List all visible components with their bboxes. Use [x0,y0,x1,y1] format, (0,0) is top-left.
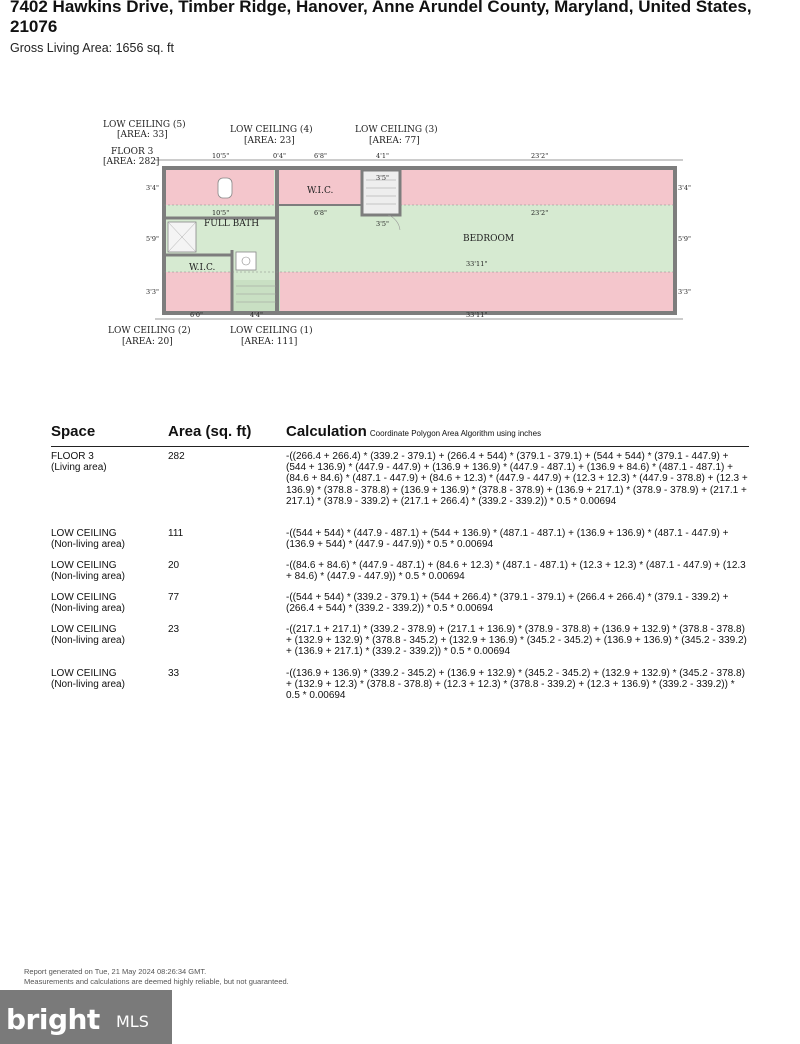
area-value: 33 [168,668,180,679]
dim-side-right-2: 5'9" [678,235,692,243]
space-name: LOW CEILING [51,528,117,539]
dim-bottom-2: 4'4" [250,311,264,319]
header-space: Space [51,423,96,440]
dim-side-left-2: 5'9" [146,235,160,243]
logo-brand: bright [6,1003,100,1036]
low-ceiling-1-fill [279,272,675,313]
gross-living-area: Gross Living Area: 1656 sq. ft [10,41,174,55]
table-row [51,668,749,712]
dim-side-right-3: 3'3" [678,288,692,296]
calculation-text: -((136.9 + 136.9) * (339.2 - 345.2) + (136.9 + 132.9) * (345.2 - 345.2) + (132.9 + 132.9) * (345.2 - 378.8) + (132.9 + 12.3) * (378.8 - 378.8) + (12.3 + 12.3) * (378.8 - 339.2) + (12.3 + 136.9) * (339.2 - 339.2)) * 0.5 * 0.00694 [286,668,745,702]
table-row [51,560,749,592]
calculation-text: -((84.6 + 84.6) * (447.9 - 487.1) + (84.6 + 12.3) * (487.1 - 487.1) + (12.3 + 12.3) * (487.1 - 447.9) + (12.3 + 84.6) * (447.9 - 447.9)) * 0.5 * 0.00694 [286,560,746,583]
label-low-ceiling-2: LOW CEILING (2) [108,326,191,336]
dim-mid-1: 10'5" [212,209,230,217]
header-calculation: Calculation Coordinate Polygon Area Algorithm using inches [286,423,542,440]
property-address: 7402 Hawkins Drive, Timber Ridge, Hanover, Anne Arundel County, Maryland, United States, 21076 [10,0,752,36]
label-low-ceiling-1-area: [AREA: 111] [241,337,298,347]
calculation-text: -((544 + 544) * (339.2 - 379.1) + (544 + 266.4) * (379.1 - 379.1) + (266.4 + 266.4) * (379.1 - 339.2) + (266.4 + 544) * (339.2 - 339.2)) * 0.5 * 0.00694 [286,592,729,615]
area-table [51,420,749,712]
table-row [51,624,749,668]
space-type: (Non-living area) [51,571,125,583]
label-low-ceiling-3: LOW CEILING (3) [355,125,438,135]
space-type: (Non-living area) [51,539,125,551]
calculation-text: -((266.4 + 266.4) * (339.2 - 379.1) + (266.4 + 544) * (379.1 - 379.1) + (544 + 544) * (379.1 - 447.9) + (544 + 136.9) * (447.9 - 447.9) + (136.9 + 136.9) * (447.9 - 487.1) + (136.9 + 84.6) * (487.1 - 487.1) + (84.6 + 84.6) * (487.1 - 447.9) + (84.6 + 12.3) * (447.9 - 447.9) + (12.3 + 12.3) * (447.9 - 378.8) + (12.3 + 136.9) * (378.8 - 378.8) + (136.9 + 136.9) * (378.8 - 378.9) + (136.9 + 217.1) * (378.9 - 378.9) + (217.1 + 217.1) * (378.9 - 339.2) + (217.1 + 266.4) * (339.2 - 339.2)) * 0.5 * 0.00694 [286,451,748,507]
room-wic-1: W.I.C. [189,263,216,273]
calculation-text: -((217.1 + 217.1) * (339.2 - 378.9) + (217.1 + 136.9) * (378.9 - 378.8) + (136.9 + 132.9) * (378.8 - 378.8) + (132.9 + 132.9) * (378.8 - 345.2) + (132.9 + 136.9) * (345.2 - 345.2) + (136.9 + 136.9) * (345.2 - 339.2) + (136.9 + 217.1) * (339.2 - 339.2)) * 0.5 * 0.00694 [286,624,747,658]
label-floor-3: FLOOR 3 [111,147,154,157]
low-ceiling-2-fill [164,272,232,313]
space-type: (Non-living area) [51,679,125,691]
header-area: Area (sq. ft) [168,423,252,440]
space-type: (Living area) [51,462,107,474]
dim-side-left-3: 3'3" [146,288,160,296]
label-low-ceiling-3-area: [AREA: 77] [369,136,420,146]
dim-mid-4: 33'11" [466,260,488,268]
space-name: LOW CEILING [51,668,117,679]
dim-bottom-3: 33'11" [466,311,488,319]
table-header [51,420,749,447]
floor-plan-drawing [0,110,800,350]
label-low-ceiling-4-area: [AREA: 23] [244,136,295,146]
room-bedroom: BEDROOM [463,234,515,244]
dim-top-1: 10'5" [212,152,230,160]
low-ceiling-3-fill [400,168,675,205]
calculation-text: -((544 + 544) * (447.9 - 487.1) + (544 + 136.9) * (487.1 - 487.1) + (136.9 + 136.9) * (487.1 - 447.9) + (136.9 + 544) * (447.9 - 447.9)) * 0.5 * 0.00694 [286,528,729,551]
table-row [51,528,749,560]
table-row [51,592,749,624]
area-value: 282 [168,451,185,462]
table-row [51,451,749,528]
space-type: (Non-living area) [51,603,125,615]
dim-side-left-1: 3'4" [146,184,160,192]
dim-bottom-1: 6'0" [190,311,204,319]
dim-top-3: 6'8" [314,152,328,160]
area-value: 77 [168,592,180,603]
dim-top-4: 4'1" [376,152,390,160]
space-name: LOW CEILING [51,624,117,635]
label-low-ceiling-5-area: [AREA: 33] [117,130,168,140]
label-low-ceiling-2-area: [AREA: 20] [122,337,173,347]
logo-suffix: MLS [116,1012,149,1031]
toilet-icon [218,178,232,198]
dim-mid-3: 23'2" [531,209,549,217]
dim-stair-2: 3'5" [376,220,390,228]
sink-icon [236,252,256,270]
stair-landing-fill [232,280,280,313]
label-low-ceiling-5: LOW CEILING (5) [103,120,186,130]
dim-mid-2: 6'8" [314,209,328,217]
dim-top-2: 0'4" [273,152,287,160]
label-low-ceiling-1: LOW CEILING (1) [230,326,313,336]
dim-side-right-1: 3'4" [678,184,692,192]
area-value: 23 [168,624,180,635]
room-full-bath: FULL BATH [204,219,260,229]
disclaimer: Measurements and calculations are deemed highly reliable, but not guaranteed. [24,977,289,986]
space-name: LOW CEILING [51,592,117,603]
report-generated: Report generated on Tue, 21 May 2024 08:26:34 GMT. [24,967,207,976]
calculation-note: Coordinate Polygon Area Algorithm using inches [369,429,542,438]
report-footer [24,967,289,987]
dim-top-5: 23'2" [531,152,549,160]
label-low-ceiling-4: LOW CEILING (4) [230,125,313,135]
space-type: (Non-living area) [51,635,125,647]
floor-plan [0,110,800,350]
space-name: FLOOR 3 [51,451,94,462]
label-floor-3-area: [AREA: 282] [103,157,160,167]
space-name: LOW CEILING [51,560,117,571]
area-value: 20 [168,560,180,571]
area-value: 111 [168,528,184,539]
room-wic-2: W.I.C. [307,186,334,196]
dim-stair-1: 3'5" [376,174,390,182]
